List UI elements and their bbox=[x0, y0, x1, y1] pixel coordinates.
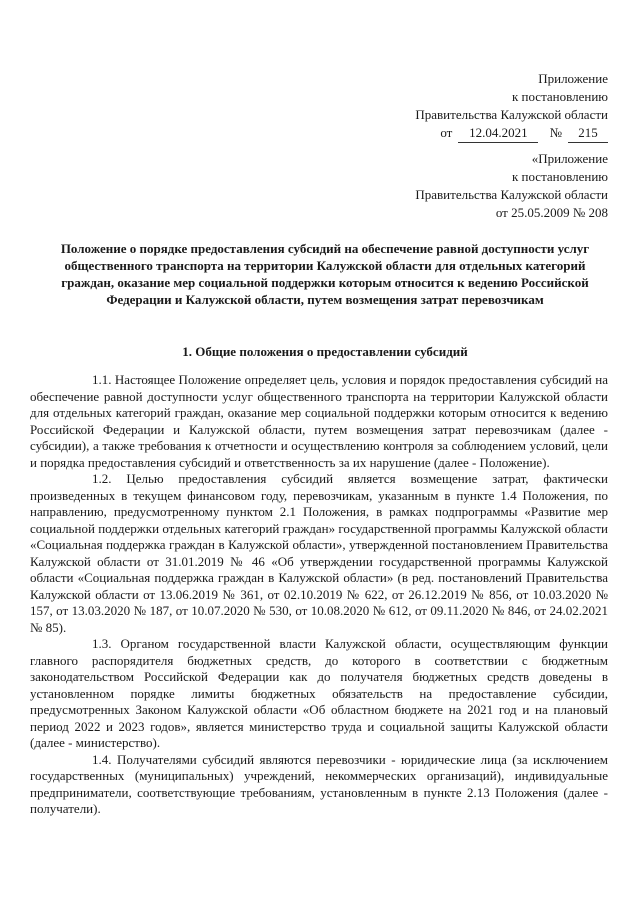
number-label: № bbox=[549, 125, 562, 140]
from-label: от bbox=[440, 125, 453, 140]
paragraph-1-1: 1.1. Настоящее Положение определяет цель, условия и порядок предоставления субсидий на обеспечение равной доступности услуг общественного транспорта на территории Калужской области для отдельных категорий граждан, оказание мер социальной поддержки которым относится к ведению Российской Федерации и Калужской области, путем возмещения затрат перевозчикам (далее - субсидии), а также требования к отчетности и осуществлению контроля за соблюдением условий, цели и порядка предоставления субсидий и ответственность за их нарушение (далее - Положение). bbox=[30, 372, 608, 470]
original-attachment-header bbox=[415, 150, 608, 222]
original-government-label: Правительства Калужской области bbox=[415, 187, 608, 202]
document-body bbox=[30, 372, 608, 818]
section-title: 1. Общие положения о предоставлении субсидий bbox=[182, 344, 468, 359]
resolution-number: 215 bbox=[568, 124, 608, 143]
document-title: Положение о порядке предоставления субсидий на обеспечение равной доступности услуг общественного транспорта на территории Калужской области для отдельных категорий граждан, оказание мер социальной поддержки которым относится к ведению Российской Федерации и Калужской области, путем возмещения затрат перевозчикам bbox=[60, 241, 590, 307]
resolution-date-line bbox=[415, 124, 608, 143]
original-resolution-label: к постановлению bbox=[511, 169, 608, 184]
government-label: Правительства Калужской области bbox=[415, 107, 608, 122]
attachment-label: Приложение bbox=[538, 71, 608, 86]
paragraph-1-4: 1.4. Получателями субсидий являются перевозчики - юридические лица (за исключением государственных (муниципальных) учреждений, некоммерческих организаций), индивидуальные предприниматели, соответствующие требованиям, установленным в пункте 2.13 Положения (далее - получатели). bbox=[30, 751, 608, 816]
attachment-header bbox=[415, 70, 608, 143]
resolution-date: 12.04.2021 bbox=[458, 124, 538, 143]
original-attachment-label: «Приложение bbox=[531, 151, 608, 166]
paragraph-1-2: 1.2. Целью предоставления субсидий является возмещение затрат, фактически произведенных в текущем финансовом году, перевозчикам, указанным в пункте 1.4 Положения, по направлению, предусмотренному пунктом 2.1 Положения, в рамках подпрограммы «Развитие мер социальной поддержки отдельных категорий граждан» государственной программы Калужской области «Социальная поддержка граждан в Калужской области», утвержденной постановлением Правительства Калужской области от 31.01.2019 № 46 «Об утверждении государственной программы Калужской области «Социальная поддержка граждан в Калужской области» (в ред. постановлений Правительства Калужской области от 13.06.2019 № 361, от 02.10.2019 № 622, от 26.12.2019 № 856, от 10.03.2020 № 157, от 13.03.2020 № 187, от 10.07.2020 № 530, от 10.08.2020 № 612, от 09.11.2020 № 846, от 24.02.2021 № 85). bbox=[30, 471, 608, 635]
paragraph-1-3: 1.3. Органом государственной власти Калужской области, осуществляющим функции главного распорядителя бюджетных средств, до которого в соответствии с бюджетным законодательством Российской Федерации как до получателя бюджетных средств доведены в установленном порядке лимиты бюджетных обязательств на предоставление субсидии, предусмотренных Законом Калужской области «Об областном бюджете на 2021 год и на плановый период 2022 и 2023 годов», является министерство труда и социальной защиты Калужской области (далее - министерство). bbox=[30, 636, 608, 750]
original-resolution-date: от 25.05.2009 № 208 bbox=[495, 205, 608, 220]
resolution-label: к постановлению bbox=[511, 89, 608, 104]
